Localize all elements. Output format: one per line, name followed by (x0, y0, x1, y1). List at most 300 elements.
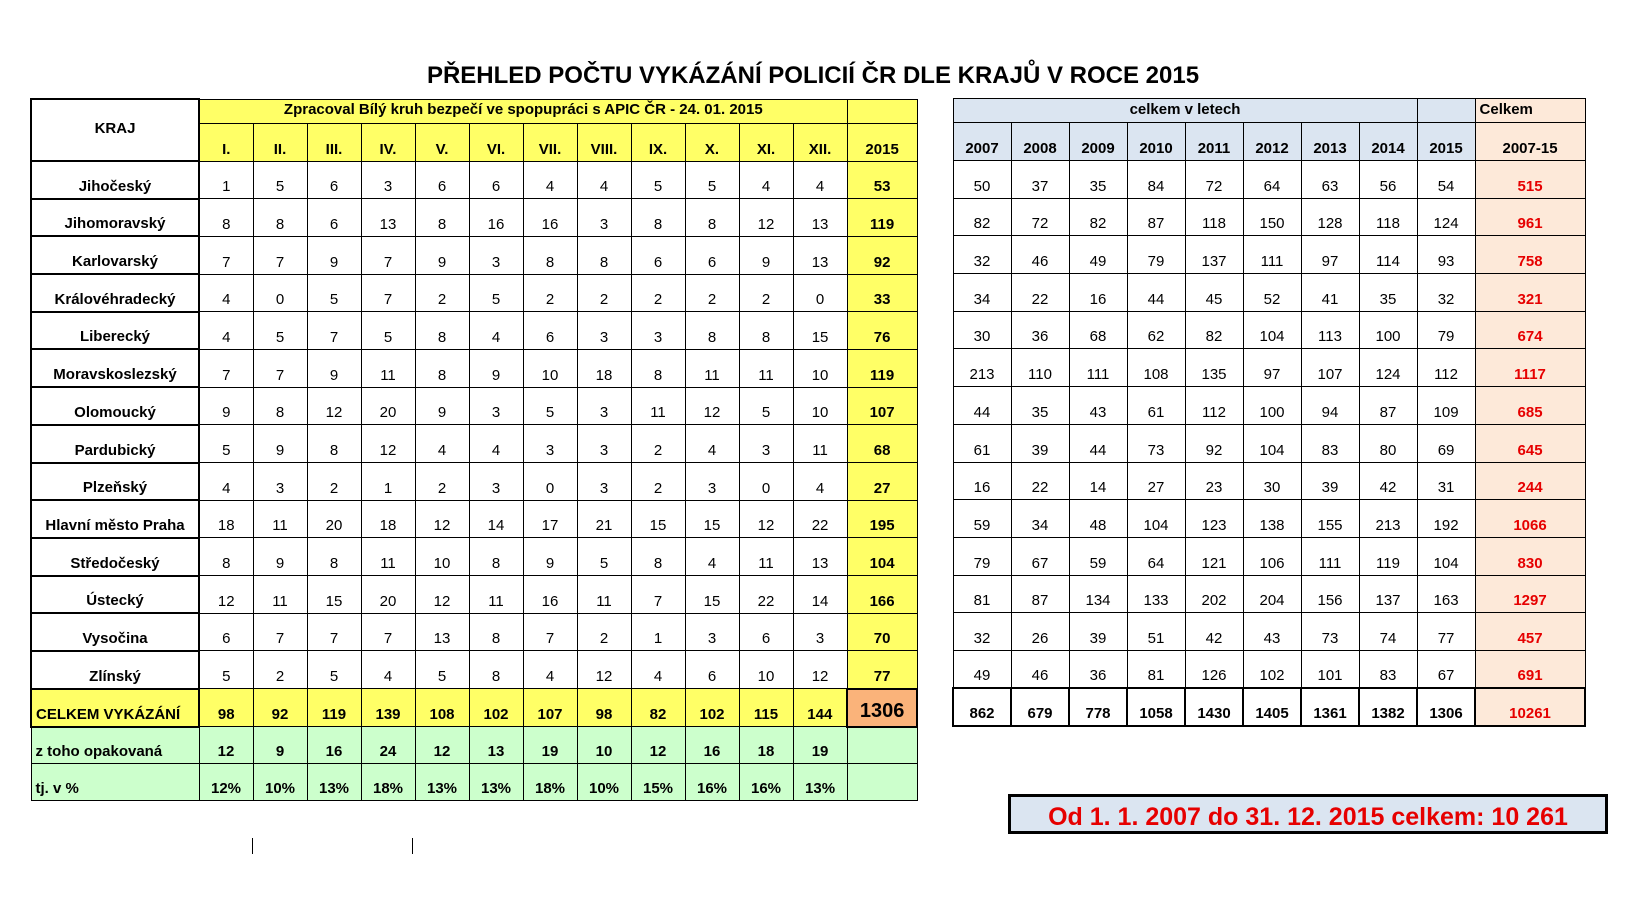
year-value: 111 (1069, 349, 1127, 387)
month-value: 5 (199, 425, 253, 463)
year-value: 34 (953, 274, 1011, 312)
totals-month: 98 (199, 689, 253, 727)
year-value: 72 (1011, 198, 1069, 236)
header-kraj: KRAJ (31, 99, 199, 161)
month-value: 8 (253, 199, 307, 237)
month-value: 15 (685, 576, 739, 614)
year-value: 137 (1359, 575, 1417, 613)
year-value: 39 (1069, 613, 1127, 651)
totals-month: 139 (361, 689, 415, 727)
month-value: 3 (577, 199, 631, 237)
year-value: 100 (1243, 387, 1301, 425)
month-value: 11 (361, 538, 415, 576)
month-value: 7 (307, 312, 361, 350)
table-row (953, 537, 1585, 575)
table-row (953, 311, 1585, 349)
month-value: 7 (523, 613, 577, 651)
totals-year: 862 (953, 688, 1011, 726)
month-value: 11 (577, 576, 631, 614)
month-value: 10 (793, 387, 847, 425)
totals-month: 107 (523, 689, 577, 727)
row-total-2015: 33 (847, 274, 917, 312)
header-year: 2013 (1301, 123, 1359, 161)
month-value: 6 (469, 161, 523, 199)
year-value: 39 (1011, 424, 1069, 462)
row-name: Jihočeský (31, 161, 199, 199)
month-value: 15 (685, 500, 739, 538)
month-value: 11 (469, 576, 523, 614)
year-value: 35 (1069, 161, 1127, 199)
repeated-month: 12 (415, 727, 469, 764)
year-value: 44 (953, 387, 1011, 425)
row-total-2015: 27 (847, 463, 917, 501)
header-year: 2015 (1417, 123, 1475, 161)
month-value: 5 (685, 161, 739, 199)
year-value: 104 (1127, 500, 1185, 538)
month-value: 18 (361, 500, 415, 538)
month-value: 2 (415, 463, 469, 501)
year-value: 114 (1359, 236, 1417, 274)
header-year: 2009 (1069, 123, 1127, 161)
header-celkem: Celkem (1475, 99, 1585, 123)
year-value: 124 (1417, 198, 1475, 236)
month-value: 6 (631, 236, 685, 274)
year-value: 113 (1301, 311, 1359, 349)
month-value: 6 (685, 651, 739, 689)
month-value: 2 (523, 274, 577, 312)
row-name: Ústecký (31, 576, 199, 614)
month-value: 14 (793, 576, 847, 614)
month-value: 1 (199, 161, 253, 199)
divider-stub (252, 838, 253, 854)
month-value: 12 (577, 651, 631, 689)
repeated-month: 19 (793, 727, 847, 764)
year-value: 14 (1069, 462, 1127, 500)
year-value: 46 (1011, 236, 1069, 274)
table-row (953, 500, 1585, 538)
header-month: IX. (631, 123, 685, 161)
year-value: 43 (1243, 613, 1301, 651)
month-value: 13 (793, 538, 847, 576)
month-value: 2 (685, 274, 739, 312)
row-total-2015: 119 (847, 349, 917, 387)
year-value: 59 (1069, 537, 1127, 575)
repeated-month: 16 (307, 727, 361, 764)
month-value: 10 (739, 651, 793, 689)
header-month: XII. (793, 123, 847, 161)
month-value: 12 (361, 425, 415, 463)
row-sum: 830 (1475, 537, 1585, 575)
table-row (953, 424, 1585, 462)
month-value: 9 (307, 349, 361, 387)
month-value: 7 (199, 236, 253, 274)
month-value: 18 (577, 349, 631, 387)
month-value: 2 (307, 463, 361, 501)
year-value: 135 (1185, 349, 1243, 387)
header-month: I. (199, 123, 253, 161)
year-value: 64 (1243, 161, 1301, 199)
row-total-2015: 195 (847, 500, 917, 538)
month-value: 6 (415, 161, 469, 199)
month-value: 4 (199, 312, 253, 350)
percent-month: 13% (469, 764, 523, 801)
row-name: Zlínský (31, 651, 199, 689)
month-value: 11 (361, 349, 415, 387)
totals-label: CELKEM VYKÁZÁNÍ (31, 689, 199, 727)
month-value: 5 (307, 651, 361, 689)
row-total-2015: 119 (847, 199, 917, 237)
year-value: 41 (1301, 274, 1359, 312)
year-value: 22 (1011, 274, 1069, 312)
year-value: 104 (1243, 424, 1301, 462)
totals-year: 1405 (1243, 688, 1301, 726)
year-value: 112 (1185, 387, 1243, 425)
month-value: 8 (199, 199, 253, 237)
month-value: 20 (361, 576, 415, 614)
table-row (31, 500, 917, 538)
month-value: 5 (253, 161, 307, 199)
month-value: 20 (307, 500, 361, 538)
year-value: 104 (1243, 311, 1301, 349)
year-value: 62 (1127, 311, 1185, 349)
year-value: 134 (1069, 575, 1127, 613)
month-value: 9 (253, 538, 307, 576)
month-value: 12 (415, 576, 469, 614)
repeated-month: 12 (199, 727, 253, 764)
monthly-table (30, 98, 918, 801)
row-sum: 685 (1475, 387, 1585, 425)
totals-year: 1306 (1417, 688, 1475, 726)
percent-month: 10% (253, 764, 307, 801)
table-row (953, 462, 1585, 500)
month-value: 10 (523, 349, 577, 387)
year-value: 107 (1301, 349, 1359, 387)
row-name: Hlavní město Praha (31, 500, 199, 538)
month-value: 22 (793, 500, 847, 538)
row-sum: 961 (1475, 198, 1585, 236)
month-value: 6 (685, 236, 739, 274)
month-value: 3 (577, 425, 631, 463)
repeated-empty (847, 727, 917, 764)
table-row (953, 575, 1585, 613)
year-value: 112 (1417, 349, 1475, 387)
year-value: 35 (1011, 387, 1069, 425)
row-name: Karlovarský (31, 236, 199, 274)
row-total-2015: 107 (847, 387, 917, 425)
percent-month: 12% (199, 764, 253, 801)
month-value: 3 (577, 463, 631, 501)
year-value: 42 (1185, 613, 1243, 651)
row-name: Plzeňský (31, 463, 199, 501)
row-total-2015: 104 (847, 538, 917, 576)
year-value: 32 (1417, 274, 1475, 312)
year-value: 48 (1069, 500, 1127, 538)
year-value: 94 (1301, 387, 1359, 425)
year-value: 27 (1127, 462, 1185, 500)
totals-row (31, 689, 917, 727)
month-value: 16 (469, 199, 523, 237)
year-value: 110 (1011, 349, 1069, 387)
month-value: 4 (577, 161, 631, 199)
month-value: 15 (631, 500, 685, 538)
year-value: 163 (1417, 575, 1475, 613)
row-name: Středočeský (31, 538, 199, 576)
page-title: PŘEHLED POČTU VYKÁZÁNÍ POLICIÍ ČR DLE KRAJŮ V ROCE 2015 (426, 62, 1200, 89)
row-total-2015: 76 (847, 312, 917, 350)
year-value: 35 (1359, 274, 1417, 312)
month-value: 3 (685, 463, 739, 501)
header-celkem-v-letech: celkem v letech (953, 99, 1417, 123)
header-month: II. (253, 123, 307, 161)
table-row (953, 198, 1585, 236)
month-value: 3 (577, 312, 631, 350)
year-value: 155 (1301, 500, 1359, 538)
year-value: 61 (1127, 387, 1185, 425)
year-value: 22 (1011, 462, 1069, 500)
year-value: 213 (953, 349, 1011, 387)
year-value: 92 (1185, 424, 1243, 462)
month-value: 4 (631, 651, 685, 689)
month-value: 7 (361, 236, 415, 274)
month-value: 22 (739, 576, 793, 614)
year-value: 44 (1127, 274, 1185, 312)
year-value: 138 (1243, 500, 1301, 538)
month-value: 6 (199, 613, 253, 651)
month-value: 11 (793, 425, 847, 463)
month-value: 12 (739, 500, 793, 538)
year-value: 63 (1301, 161, 1359, 199)
year-value: 133 (1127, 575, 1185, 613)
year-value: 137 (1185, 236, 1243, 274)
month-value: 5 (307, 274, 361, 312)
table-row (953, 274, 1585, 312)
month-value: 3 (685, 613, 739, 651)
month-value: 3 (469, 236, 523, 274)
month-value: 4 (199, 463, 253, 501)
totals-year: 1382 (1359, 688, 1417, 726)
month-value: 8 (415, 312, 469, 350)
month-value: 0 (523, 463, 577, 501)
month-value: 7 (199, 349, 253, 387)
year-value: 104 (1417, 537, 1475, 575)
year-value: 102 (1243, 650, 1301, 688)
repeated-month: 24 (361, 727, 415, 764)
header-2015-top (847, 99, 917, 123)
year-value: 31 (1417, 462, 1475, 500)
month-value: 20 (361, 387, 415, 425)
year-value: 79 (953, 537, 1011, 575)
table-row (31, 613, 917, 651)
month-value: 13 (793, 236, 847, 274)
table-row (31, 312, 917, 350)
table-row (953, 613, 1585, 651)
month-value: 14 (469, 500, 523, 538)
month-value: 9 (253, 425, 307, 463)
year-value: 82 (1185, 311, 1243, 349)
month-value: 7 (253, 349, 307, 387)
table-row (31, 387, 917, 425)
month-value: 2 (631, 274, 685, 312)
header-year: 2008 (1011, 123, 1069, 161)
year-value: 213 (1359, 500, 1417, 538)
month-value: 5 (523, 387, 577, 425)
month-value: 6 (307, 199, 361, 237)
year-value: 119 (1359, 537, 1417, 575)
year-value: 108 (1127, 349, 1185, 387)
year-value: 16 (1069, 274, 1127, 312)
month-value: 12 (199, 576, 253, 614)
year-value: 100 (1359, 311, 1417, 349)
month-value: 8 (469, 613, 523, 651)
totals-year: 679 (1011, 688, 1069, 726)
repeated-label: z toho opakovaná (31, 727, 199, 764)
year-value: 79 (1417, 311, 1475, 349)
row-sum: 691 (1475, 650, 1585, 688)
month-value: 2 (415, 274, 469, 312)
month-value: 10 (415, 538, 469, 576)
row-name: Vysočina (31, 613, 199, 651)
percent-month: 13% (415, 764, 469, 801)
month-value: 5 (199, 651, 253, 689)
totals-year: 1361 (1301, 688, 1359, 726)
row-total-2015: 92 (847, 236, 917, 274)
month-value: 8 (631, 199, 685, 237)
year-value: 77 (1417, 613, 1475, 651)
year-value: 44 (1069, 424, 1127, 462)
year-value: 61 (953, 424, 1011, 462)
month-value: 8 (631, 349, 685, 387)
year-value: 49 (953, 650, 1011, 688)
month-value: 3 (361, 161, 415, 199)
year-value: 83 (1301, 424, 1359, 462)
month-value: 8 (523, 236, 577, 274)
row-name: Moravskoslezský (31, 349, 199, 387)
row-sum: 1066 (1475, 500, 1585, 538)
percent-row (31, 764, 917, 801)
month-value: 8 (253, 387, 307, 425)
year-value: 156 (1301, 575, 1359, 613)
header-month: III. (307, 123, 361, 161)
header-month: VIII. (577, 123, 631, 161)
month-value: 1 (631, 613, 685, 651)
year-value: 204 (1243, 575, 1301, 613)
month-value: 7 (253, 613, 307, 651)
table-row (31, 199, 917, 237)
month-value: 8 (469, 651, 523, 689)
table-row (31, 161, 917, 199)
month-value: 15 (793, 312, 847, 350)
year-value: 121 (1185, 537, 1243, 575)
header-month: X. (685, 123, 739, 161)
month-value: 5 (469, 274, 523, 312)
year-value: 56 (1359, 161, 1417, 199)
year-value: 202 (1185, 575, 1243, 613)
month-value: 11 (739, 349, 793, 387)
month-value: 8 (631, 538, 685, 576)
year-value: 73 (1301, 613, 1359, 651)
year-value: 51 (1127, 613, 1185, 651)
month-value: 9 (415, 387, 469, 425)
year-value: 23 (1185, 462, 1243, 500)
row-total-2015: 70 (847, 613, 917, 651)
year-value: 26 (1011, 613, 1069, 651)
table-row (31, 274, 917, 312)
year-value: 81 (1127, 650, 1185, 688)
month-value: 0 (253, 274, 307, 312)
year-value: 16 (953, 462, 1011, 500)
repeated-month: 19 (523, 727, 577, 764)
row-sum: 758 (1475, 236, 1585, 274)
percent-month: 13% (307, 764, 361, 801)
header-month: IV. (361, 123, 415, 161)
month-value: 8 (685, 312, 739, 350)
month-value: 9 (469, 349, 523, 387)
table-row (31, 538, 917, 576)
month-value: 3 (523, 425, 577, 463)
month-value: 4 (415, 425, 469, 463)
month-value: 8 (307, 425, 361, 463)
month-value: 12 (739, 199, 793, 237)
month-value: 4 (361, 651, 415, 689)
table-row (953, 236, 1585, 274)
month-value: 11 (253, 500, 307, 538)
row-name: Olomoucký (31, 387, 199, 425)
percent-month: 15% (631, 764, 685, 801)
totals-month: 98 (577, 689, 631, 727)
month-value: 5 (631, 161, 685, 199)
month-value: 4 (685, 538, 739, 576)
month-value: 7 (631, 576, 685, 614)
table-row (953, 349, 1585, 387)
year-value: 109 (1417, 387, 1475, 425)
totals-month: 144 (793, 689, 847, 727)
month-value: 13 (415, 613, 469, 651)
row-sum: 645 (1475, 424, 1585, 462)
repeated-month: 13 (469, 727, 523, 764)
table-row (31, 463, 917, 501)
year-value: 34 (1011, 500, 1069, 538)
month-value: 0 (739, 463, 793, 501)
year-value: 101 (1301, 650, 1359, 688)
year-value: 49 (1069, 236, 1127, 274)
year-value: 36 (1069, 650, 1127, 688)
month-value: 11 (253, 576, 307, 614)
year-value: 84 (1127, 161, 1185, 199)
header-month: XI. (739, 123, 793, 161)
row-name: Liberecký (31, 312, 199, 350)
header-year: 2010 (1127, 123, 1185, 161)
table-row (31, 349, 917, 387)
year-value: 67 (1011, 537, 1069, 575)
month-value: 13 (793, 199, 847, 237)
divider-stub (412, 838, 413, 854)
percent-month: 16% (685, 764, 739, 801)
row-sum: 674 (1475, 311, 1585, 349)
month-value: 2 (253, 651, 307, 689)
header-year: 2011 (1185, 123, 1243, 161)
year-value: 69 (1417, 424, 1475, 462)
year-value: 50 (953, 161, 1011, 199)
percent-month: 13% (793, 764, 847, 801)
month-value: 8 (415, 199, 469, 237)
month-value: 3 (793, 613, 847, 651)
year-value: 83 (1359, 650, 1417, 688)
totals-month: 102 (685, 689, 739, 727)
table-row (31, 576, 917, 614)
row-sum: 1297 (1475, 575, 1585, 613)
year-value: 97 (1243, 349, 1301, 387)
month-value: 8 (415, 349, 469, 387)
